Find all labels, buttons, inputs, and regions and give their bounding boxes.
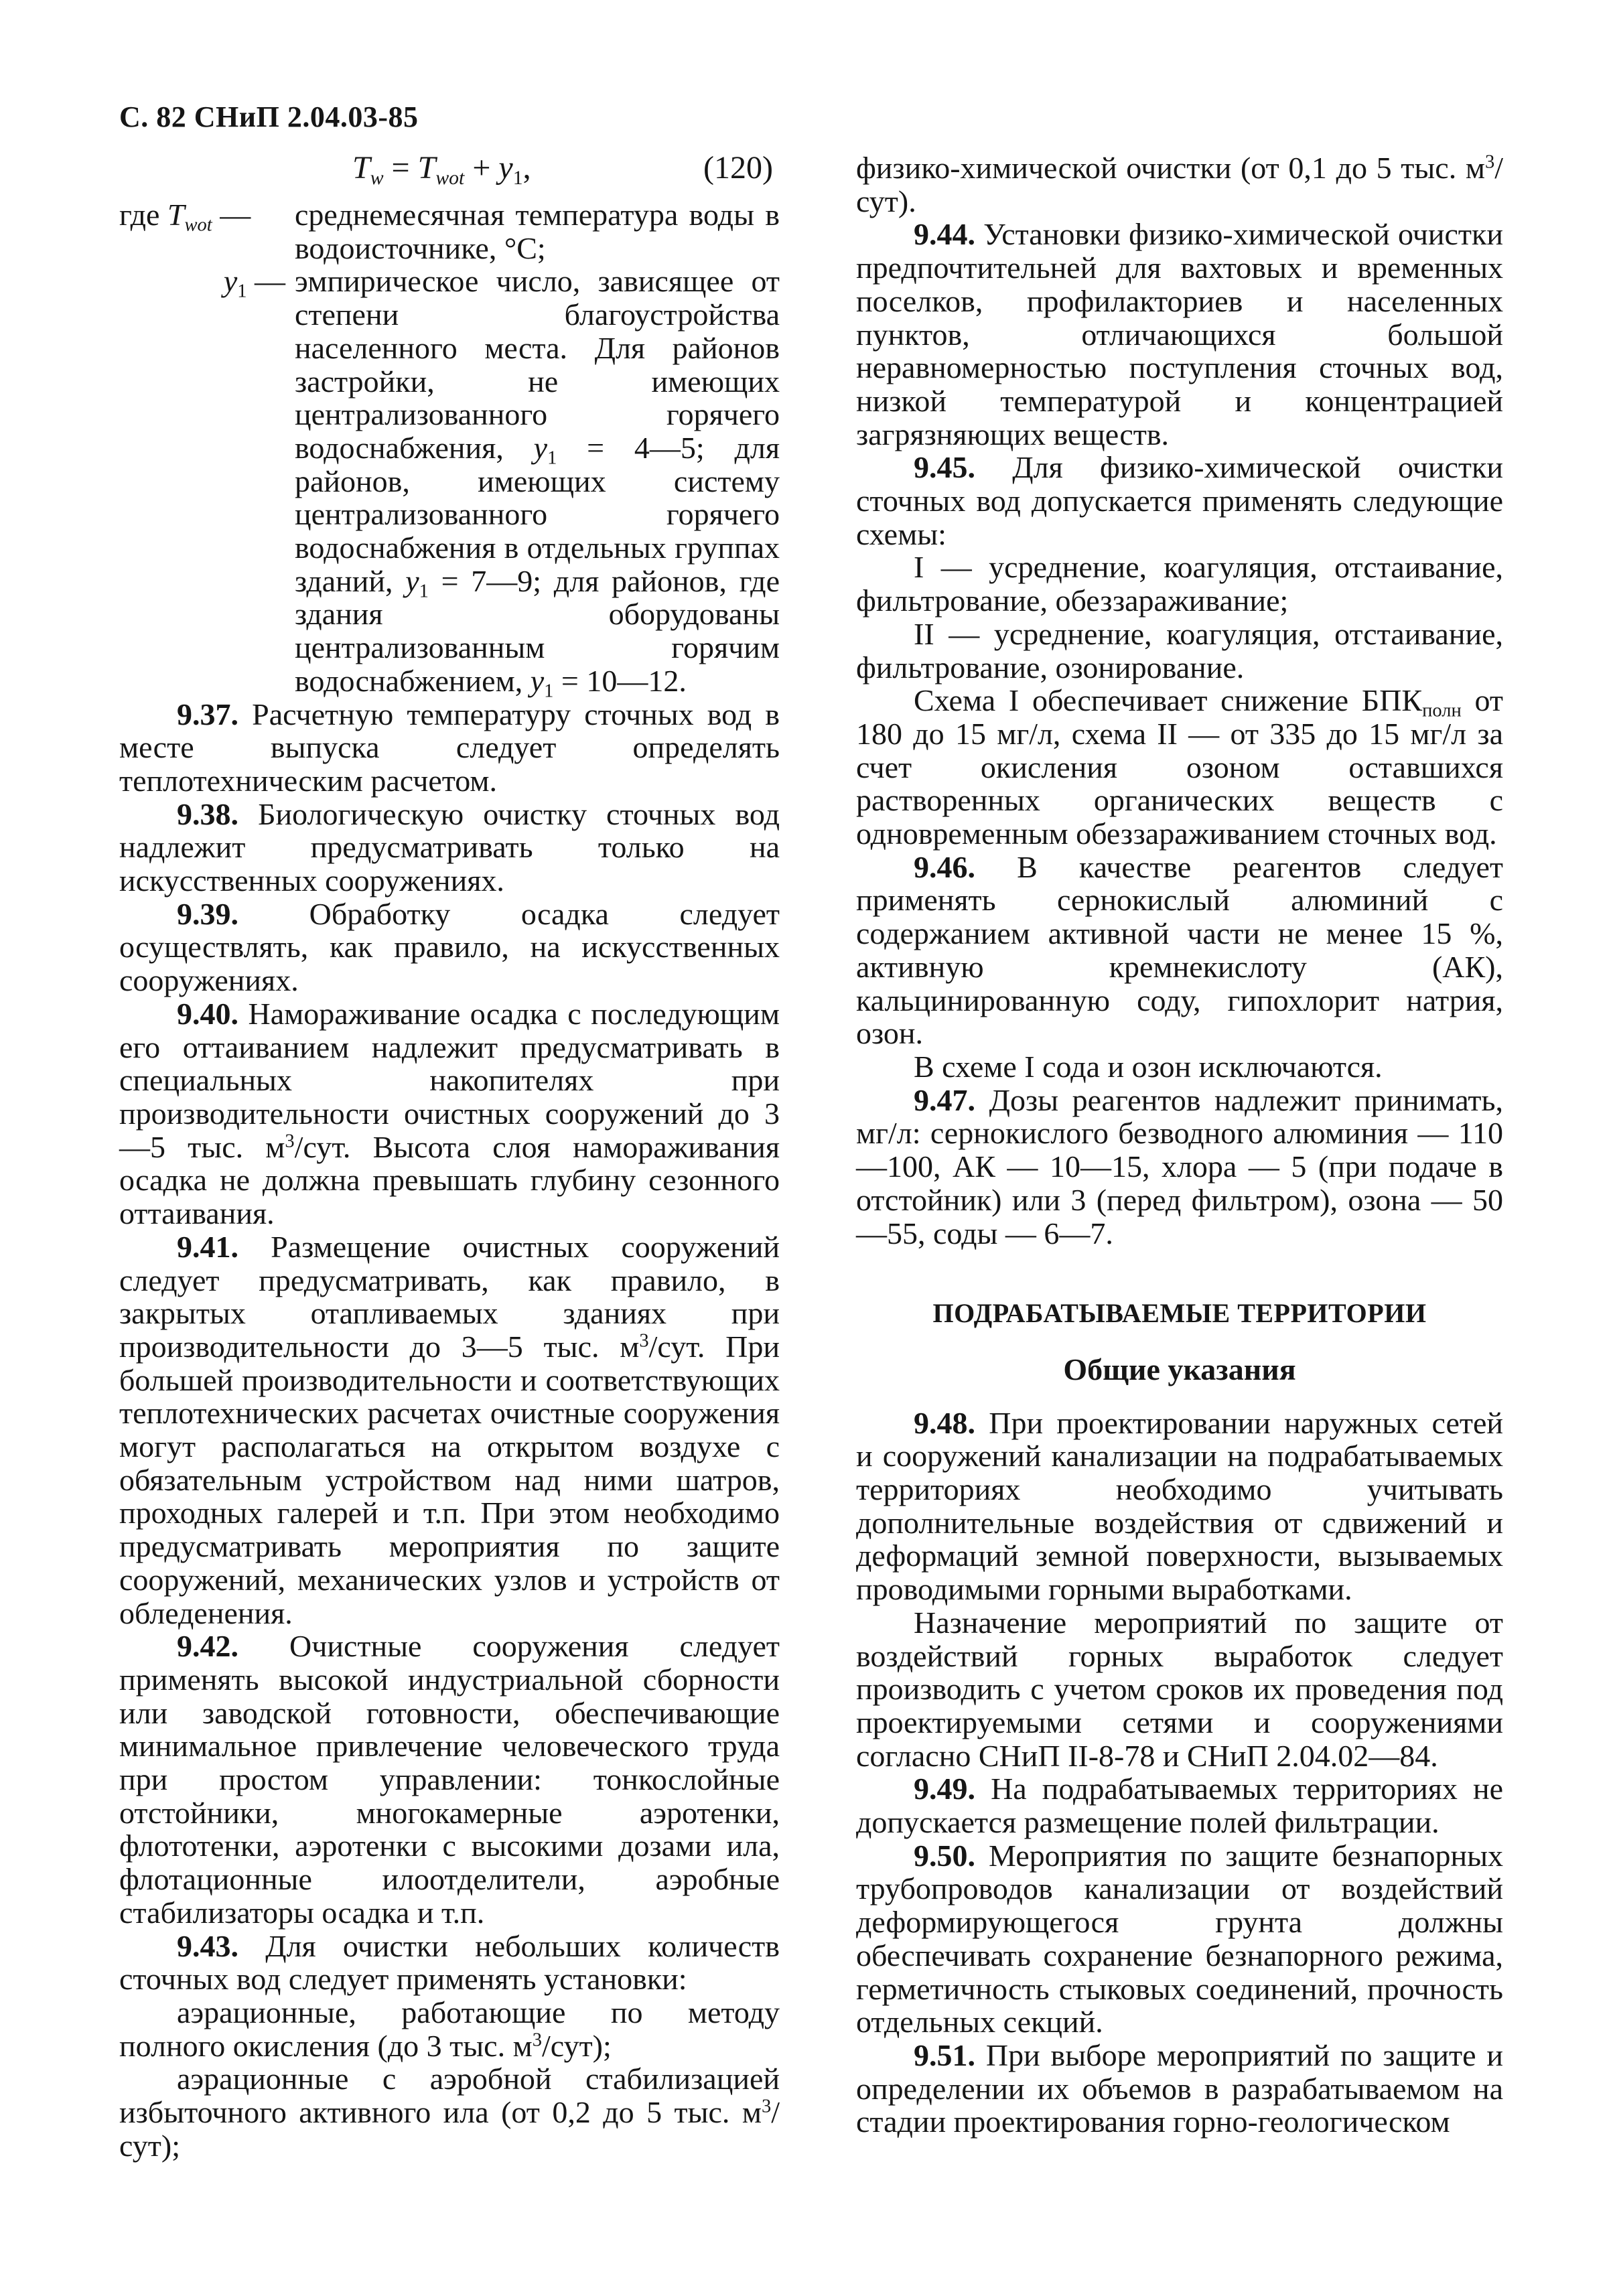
- scheme-description: Схема I обеспечивает снижение $БПК_{полн}$ от 180 до 15 мг/л, схема II — от 335 до 15 мг/л за счет окисления озоном оставшихся растворенных органических веществ с одновременным обеззараживанием сточных вод.: [856, 683, 1503, 851]
- section-title: ПОДРАБАТЫВАЕМЫЕ ТЕРРИТОРИИ: [932, 1298, 1427, 1329]
- clause-9-47: 9.47. Дозы реагентов надлежит принимать, мг/л: сернокислого безводного алюминия — 110—100, АК — 10—15, хлора — 5 (при подаче в отстойник) или 3 (перед фильтром), озона — 50—55, соды — 6—7.: [856, 1082, 1503, 1250]
- clause-9-40: 9.40. Намораживание осадка с последующим его оттаиванием надлежит предусматривать в специальных накопителях при производительности очистных сооружений до 3—5 тыс. $м^3$/сут. Высота слоя намораживания осадка не должна превышать глубину сезонного оттаивания.: [119, 996, 780, 1231]
- clause-9-39: 9.39. Обработку осадка следует осуществлять, как правило, на искусственных сооружениях.: [119, 896, 780, 998]
- clause-9-46: 9.46. В качестве реагентов следует применять сернокислый алюминий с содержанием активной части не менее 15 %, активную кремнекислоту (АК), кальцинированную соду, гипохлорит натрия, озон.: [856, 849, 1504, 1051]
- formula-number: (120): [703, 150, 773, 186]
- formula-expression: $T_w = T_{wot} + y_1$,: [352, 150, 531, 189]
- clause-9-48-note: Назначение мероприятий по защите от воздействий горных выработок следует производить с учетом сроков их проведения под проектируемыми сетями и сооружениями согласно СНиП II-8-78 и СНиП 2.04.02—84.: [856, 1605, 1503, 1773]
- scheme-1: I — усреднение, коагуляция, отстаивание, фильтрование, обеззараживание;: [856, 550, 1503, 618]
- clause-9-42: 9.42. Очистные сооружения следует применять высокой индустриальной сборности или заводской готовности, обеспечивающие минимальное привлечение человеческого труда при простом управлении: тонкослойные отстойники, многокамерные аэротенки, флототенки, аэротенки с высокими дозами ила, флотационные илоотделители, аэробные стабилизаторы осадка и т.п.: [119, 1629, 780, 1930]
- clause-9-43-item-1: аэрационные, работающие по методу полного окисления (до 3 тыс. $м^3/сут$);: [119, 1995, 780, 2063]
- clause-9-51: 9.51. При выборе мероприятий по защите и определении их объемов в разрабатываемом на стадии проектирования горно-геологическом: [856, 2037, 1504, 2139]
- clause-9-43-item-3-continued: физико-химической очистки (от 0,1 до 5 тыс. $м^3/сут$).: [856, 151, 1503, 218]
- definition-y1: [119, 264, 780, 702]
- clause-9-44: 9.44. Установки физико-химической очистки предпочтительней для вахтовых и временных поселков, профилакториев и населенных пунктов, отличающихся большой неравномерностью поступления сточных вод, низкой температурой и концентрацией загрязняющих веществ.: [856, 217, 1503, 451]
- formula-120: [119, 151, 780, 193]
- definition-term: $y_1$ —: [223, 264, 285, 302]
- clause-9-41: 9.41. Размещение очистных сооружений следует предусматривать, как правило, в закрытых отапливаемых зданиях при производительности до 3—5 тыс. $м^3$/сут. При большей производительности и соответствующих теплотехнических расчетах очистные сооружения могут располагаться на открытом воздухе с обязательным устройством над ними шатров, проходных галерей и т.п. При этом необходимо предусматривать мероприятия по защите сооружений, механических узлов и устройств от обледенения.: [119, 1229, 780, 1630]
- definition-text: эмпирическое число, зависящее от степени благоустройства населенного места. Для районов застройки, не имеющих централизованного горячего водоснабжения, $y_1$ = 4—5; для районов, имеющих систему централизованного горячего водоснабжения в отдельных группах зданий, $y_1$ = 7—9; для районов, где здания оборудованы централизованным горячим водоснабжением, $y_1$ = 10—12.: [295, 264, 780, 702]
- clause-9-49: 9.49. На подрабатываемых территориях не допускается размещение полей фильтрации.: [856, 1772, 1504, 1840]
- definition-term: где $T_{wot}$ —: [119, 198, 251, 236]
- subsection-title: Общие указания: [1063, 1352, 1296, 1386]
- clause-9-48: 9.48. При проектировании наружных сетей и сооружений канализации на подрабатываемых территориях необходимо учитывать дополнительные воздействия от сдвижений и деформаций земной поверхности, вызываемых проводимыми горными выработками.: [856, 1405, 1503, 1607]
- page-header: С. 82 СНиП 2.04.03-85: [119, 100, 419, 133]
- scheme-2: II — усреднение, коагуляция, отстаивание, фильтрование, озонирование.: [856, 616, 1503, 685]
- clause-9-43-item-2: аэрационные с аэробной стабилизацией избыточного активного ила (от 0,2 до 5 тыс. $м^3/сут$);: [119, 2062, 780, 2163]
- definition-text: среднемесячная температура воды в водоисточнике, °С;: [295, 198, 780, 265]
- clause-9-45: 9.45. Для физико-химической очистки сточных вод допускается применять следующие схемы:: [856, 450, 1504, 551]
- left-column: [119, 151, 780, 2162]
- right-column: [856, 151, 1503, 2139]
- clause-9-43: 9.43. Для очистки небольших количеств сточных вод следует применять установки:: [119, 1928, 780, 1997]
- clause-9-37: 9.37. Расчетную температуру сточных вод в месте выпуска следует определять теплотехническим расчетом.: [119, 697, 780, 798]
- clause-9-46-note: В схеме I сода и озон исключаются.: [914, 1049, 1383, 1084]
- clause-9-38: 9.38. Биологическую очистку сточных вод надлежит предусматривать только на искусственных сооружениях.: [119, 796, 780, 898]
- definition-t-wot: [119, 198, 780, 265]
- clause-9-50: 9.50. Мероприятия по защите безнапорных трубопроводов канализации от воздействий деформирующегося грунта должны обеспечивать сохранение безнапорного режима, герметичность стыковых соединений, прочность отдельных секций.: [856, 1838, 1503, 2039]
